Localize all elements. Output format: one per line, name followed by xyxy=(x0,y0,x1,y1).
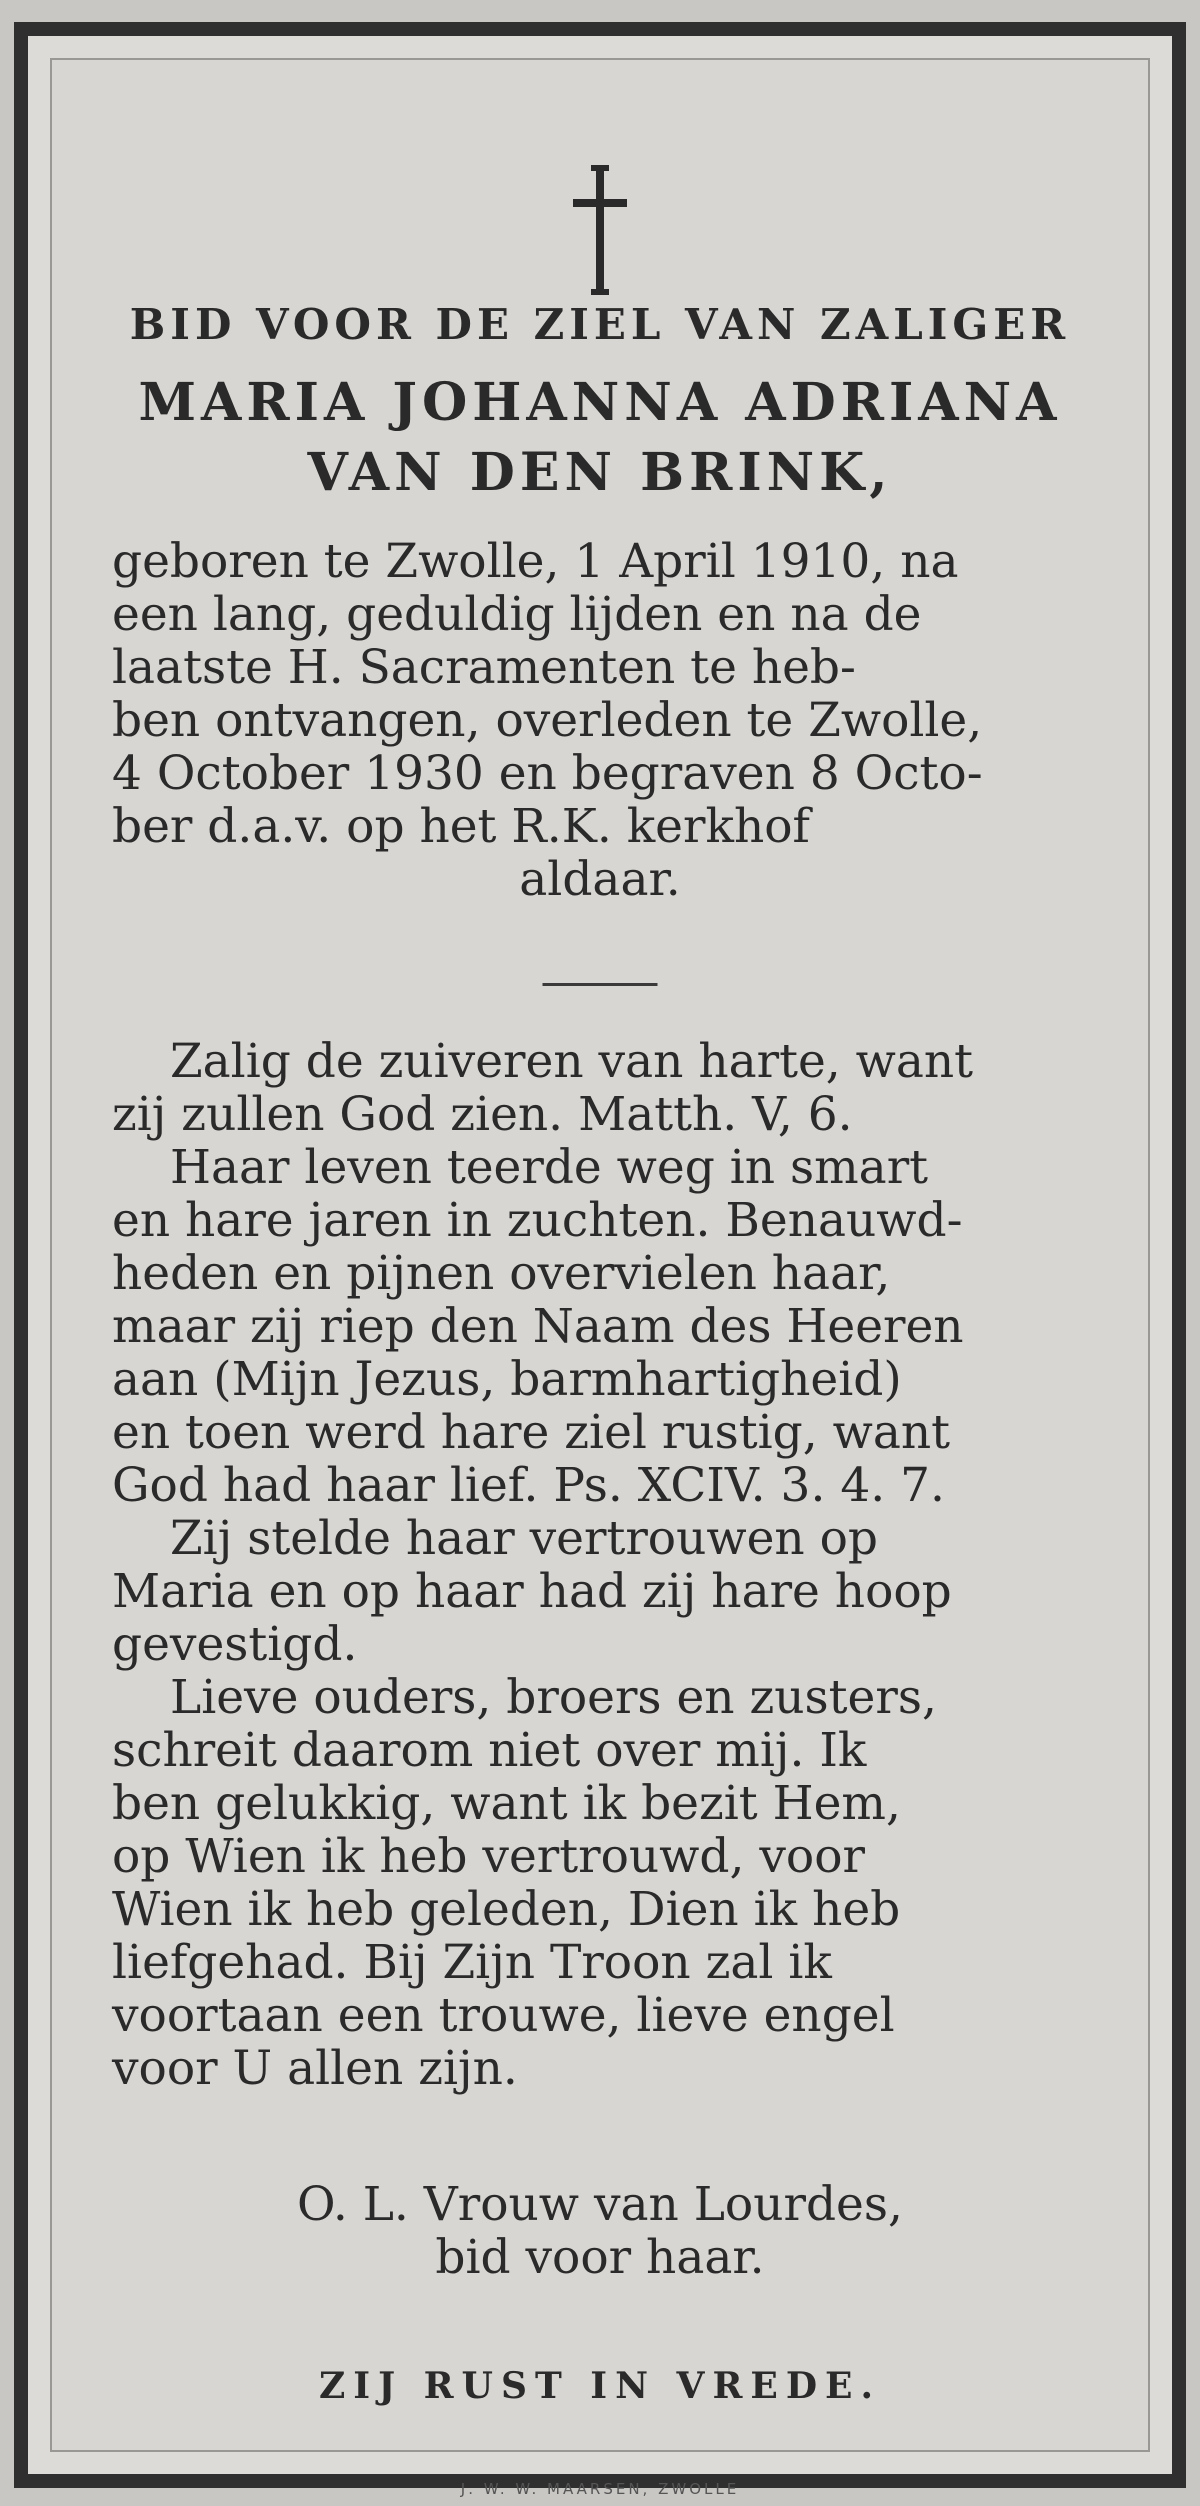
deceased-name-line2: VAN DEN BRINK, xyxy=(307,442,893,503)
text-line: op Wien ik heb vertrouwd, voor xyxy=(112,1829,865,1884)
text-line: schreit daarom niet over mij. Ik xyxy=(112,1723,867,1778)
text-line: en hare jaren in zuchten. Benauwd- xyxy=(112,1193,963,1248)
cross-icon xyxy=(565,165,635,295)
text-line: ber d.a.v. op het R.K. kerkhof xyxy=(112,799,810,854)
deceased-name-line1: MARIA JOHANNA ADRIANA xyxy=(138,372,1062,433)
text-line: bid voor haar. xyxy=(435,2230,765,2285)
rest-in-peace: ZIJ RUST IN VREDE. xyxy=(318,2365,882,2407)
text-line: voor U allen zijn. xyxy=(112,2041,518,2096)
text-line: een lang, geduldig lijden en na de xyxy=(112,587,922,642)
text-line: Lieve ouders, broers en zusters, xyxy=(170,1670,937,1725)
quote-citation: Matth. V, 6. xyxy=(578,1087,853,1142)
text-line: laatste H. Sacramenten te heb- xyxy=(112,640,856,695)
text-line: maar zij riep den Naam des Heeren xyxy=(112,1299,964,1354)
text-line: ben ontvangen, overleden te Zwolle, xyxy=(112,693,983,748)
text-line: ben gelukkig, want ik bezit Hem, xyxy=(112,1776,901,1831)
memorial-card xyxy=(14,22,1186,2498)
text-line: Haar leven teerde weg in smart xyxy=(170,1140,929,1195)
quote-text: zij zullen God zien. xyxy=(112,1087,564,1142)
text-line xyxy=(112,1459,1088,1512)
text-line: Maria en op haar had zij hare hoop xyxy=(112,1564,952,1619)
divider-rule xyxy=(543,983,658,986)
text-line: geboren te Zwolle, 1 April 1910, na xyxy=(112,534,959,589)
text-line: heden en pijnen overvielen haar, xyxy=(112,1246,891,1301)
text-line: aldaar. xyxy=(519,852,681,907)
lourdes-prayer xyxy=(52,2178,1148,2284)
text-line: voortaan een trouwe, lieve engel xyxy=(112,1988,895,2043)
text-line: O. L. Vrouw van Lourdes, xyxy=(297,2177,903,2232)
printer-imprint: J. W. W. MAARSEN, ZWOLLE xyxy=(460,2480,740,2498)
birth-death-paragraph xyxy=(112,535,1088,906)
text-line: liefgehad. Bij Zijn Troon zal ik xyxy=(112,1935,832,1990)
text-line xyxy=(112,1088,1088,1141)
text-line: gevestigd. xyxy=(112,1617,358,1672)
text-line: aan (Mijn Jezus, barmhartigheid) xyxy=(112,1352,902,1407)
text-line: Zij stelde haar vertrouwen op xyxy=(170,1511,879,1566)
text-line: Zalig de zuiveren van harte, want xyxy=(170,1034,974,1089)
card-paper xyxy=(50,58,1150,2498)
psalm-citation: Ps. XCIV. 3. 4. 7. xyxy=(553,1458,945,1513)
prayer-heading: BID VOOR DE ZIEL VAN ZALIGER xyxy=(129,300,1071,349)
text-line: 4 October 1930 en begraven 8 Octo- xyxy=(112,746,983,801)
text-line: Wien ik heb geleden, Dien ik heb xyxy=(112,1882,901,1937)
scripture-paragraph xyxy=(112,1035,1088,2095)
text-line: en toen werd hare ziel rustig, want xyxy=(112,1405,951,1460)
psalm-text: God had haar lief. xyxy=(112,1458,539,1513)
